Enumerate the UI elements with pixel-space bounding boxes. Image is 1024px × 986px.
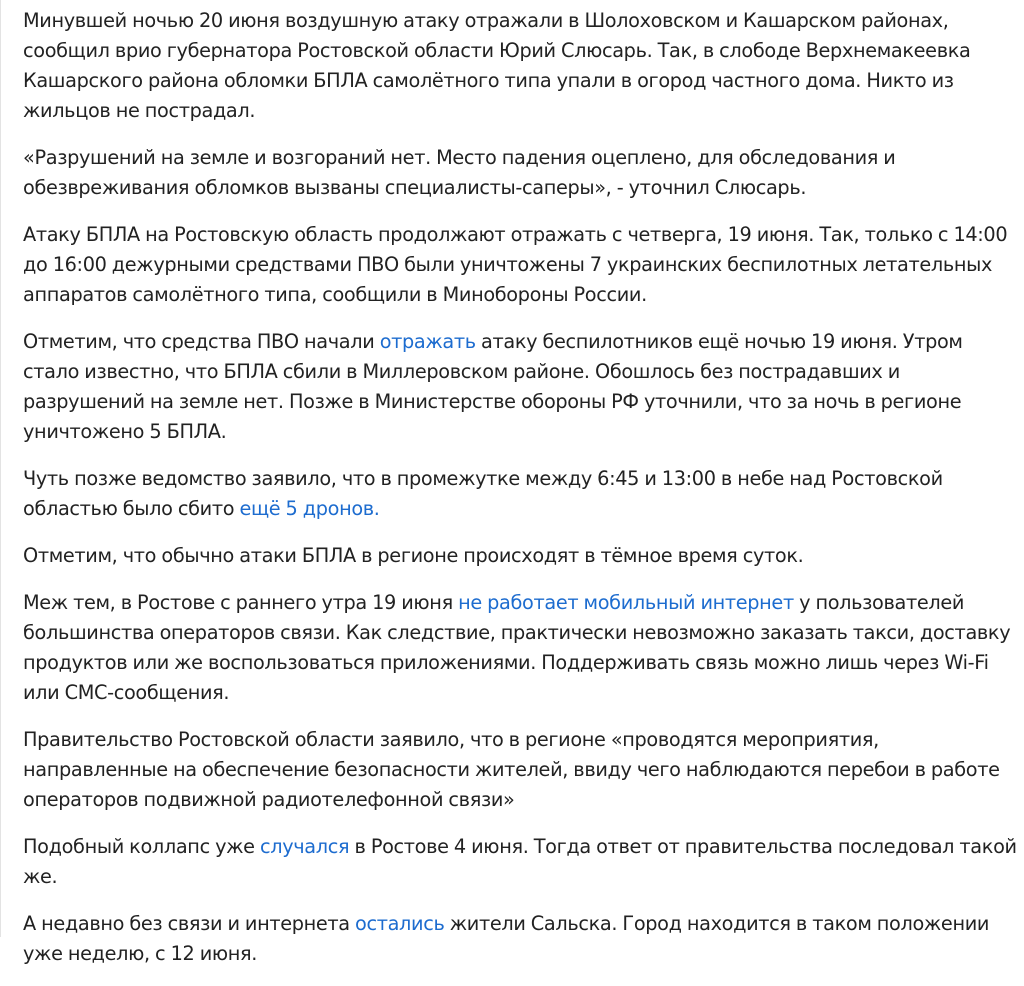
- paragraph-text: А недавно без связи и интернета: [23, 912, 356, 935]
- paragraph-text: атаку беспилотников ещё ночью 19 июня. Утром стало известно, что БПЛА сбили в Миллеровском районе. Обошлось без пострадавших и разрушений на земле нет. Позже в Министерстве обороны РФ уточнили, что за ночь в регионе уничтожено 5 БПЛА.: [23, 330, 963, 443]
- paragraph-2: [23, 143, 1019, 203]
- article-body: [23, 6, 1019, 986]
- paragraph-7: [23, 588, 1019, 708]
- paragraph-text: Отметим, что обычно атаки БПЛА в регионе происходят в тёмное время суток.: [23, 544, 804, 567]
- paragraph-text: Меж тем, в Ростове с раннего утра 19 июня: [23, 591, 459, 614]
- paragraph-10: [23, 909, 1019, 969]
- paragraph-text: в Ростове 4 июня. Тогда ответ от правительства последовал такой же.: [23, 835, 1017, 888]
- paragraph-text: Подобный коллапс уже: [23, 835, 260, 858]
- paragraph-text: Атаку БПЛА на Ростовскую область продолжают отражать с четверга, 19 июня. Так, только с 14:00 до 16:00 дежурными средствами ПВО были уничтожены 7 украинских беспилотных летательных аппаратов самолётного типа, сообщили в Минобороны России.: [23, 223, 1008, 306]
- paragraph-text: «Разрушений на земле и возгораний нет. Место падения оцеплено, для обследования и обезвреживания обломков вызваны специалисты-саперы», - уточнил Слюсарь.: [23, 146, 896, 199]
- paragraph-1: [23, 6, 1019, 126]
- paragraph-4: [23, 327, 1019, 447]
- paragraph-text: Минувшей ночью 20 июня воздушную атаку отражали в Шолоховском и Кашарском районах, сообщил врио губернатора Ростовской области Юрий Слюсарь. Так, в слободе Верхнемакеевка Кашарского района обломки БПЛА самолётного типа упали в огород частного дома. Никто из жильцов не пострадал.: [23, 9, 971, 122]
- link-eshche-5-dronov[interactable]: ещё 5 дронов.: [239, 497, 380, 520]
- paragraph-8: [23, 725, 1019, 815]
- link-sluchalsya[interactable]: случался: [259, 835, 350, 858]
- link-ne-rabotaet-mobilnyi-internet[interactable]: не работает мобильный интернет: [458, 591, 794, 614]
- link-otrazhat[interactable]: отражать: [379, 330, 476, 353]
- paragraph-text: Отметим, что средства ПВО начали: [23, 330, 380, 353]
- page-edge-divider: [0, 0, 1, 937]
- paragraph-3: [23, 220, 1019, 310]
- link-ostalis[interactable]: остались: [355, 912, 445, 935]
- paragraph-9: [23, 832, 1019, 892]
- paragraph-text: Правительство Ростовской области заявило, что в регионе «проводятся мероприятия, направленные на обеспечение безопасности жителей, ввиду чего наблюдаются перебои в работе операторов подвижной радиотелефонной связи»: [23, 728, 1000, 811]
- paragraph-text: у пользователей большинства операторов связи. Как следствие, практически невозможно заказать такси, доставку продуктов или же воспользоваться приложениями. Поддерживать связь можно лишь через Wi-Fi или СМС-сообщения.: [23, 591, 1011, 704]
- paragraph-6: [23, 541, 1019, 571]
- paragraph-text: Чуть позже ведомство заявило, что в промежутке между 6:45 и 13:00 в небе над Ростовской областью было сбито: [23, 467, 943, 520]
- paragraph-5: [23, 464, 1019, 524]
- paragraph-text: жители Сальска. Город находится в таком положении уже неделю, с 12 июня.: [23, 912, 990, 965]
